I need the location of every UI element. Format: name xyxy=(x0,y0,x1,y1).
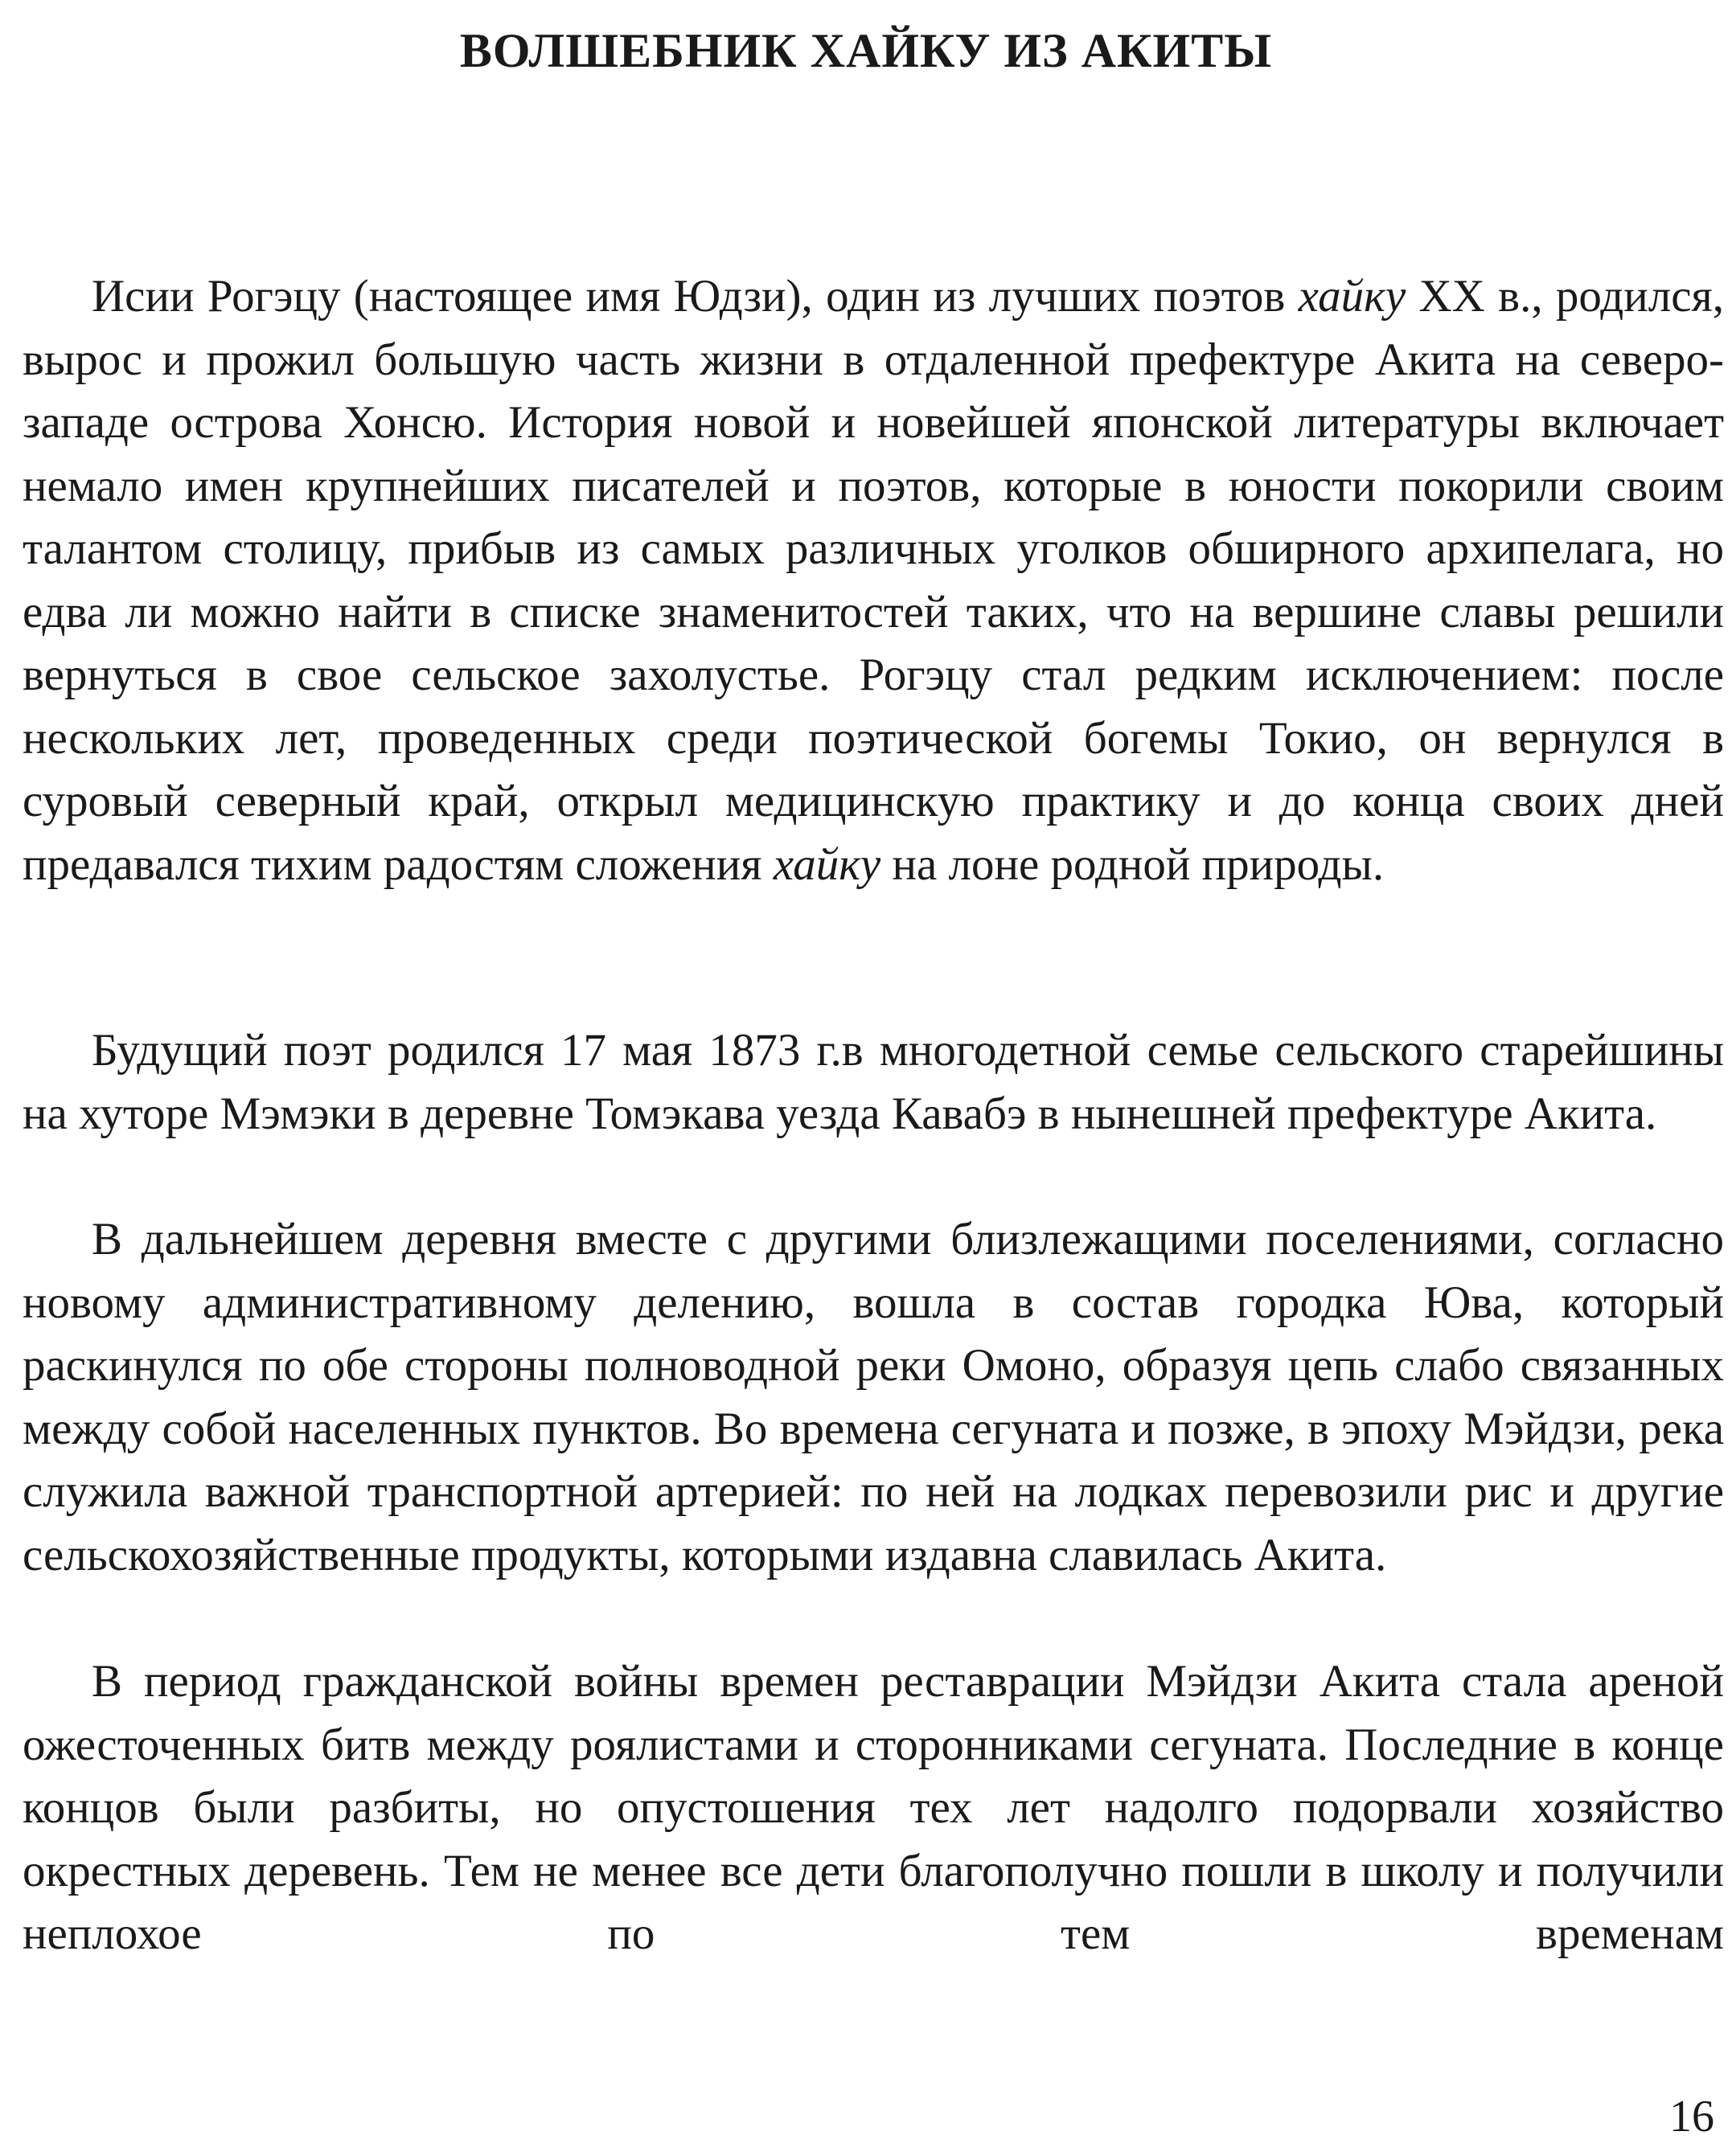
page-number: 16 xyxy=(1669,2092,1714,2142)
paragraph-intro-text-c: XX в., родился, вырос и прожил большую часть жизни в отдаленной префектуре Акита на северо-западе острова Хонсю. История новой и новейшей японской литературы включает немало имен крупнейших писателей и поэтов, которые в юности покорили своим талантом столицу, прибыв из самых различных уголков обширного архипелага, но едва ли можно найти в списке знаменитостей таких, что на вершине славы решили вернуться в свое сельское захолустье. Рогэцу стал редким исключением: после нескольких лет, проведенных среди поэтической богемы Токио, он вернулся в суровый северный край, открыл медицинскую практику и до конца своих дней предавался тихим радостям сложения xyxy=(23,271,1724,890)
page-title: ВОЛШЕБНИК ХАЙКУ ИЗ АКИТЫ xyxy=(459,24,1273,77)
paragraph-intro-text-e: на лоне родной природы. xyxy=(880,838,1385,890)
paragraph-civil-war: В период гражданской войны времен реставрации Мэйдзи Акита стала ареной ожесточенных битв между роялистами и сторонниками сегуната. Последние в конце концов были разбиты, но опустошения тех лет надолго подорвали хозяйство окрестных деревень. Тем не менее все дети благополучно пошли в школу и получили неплохое по тем временам xyxy=(23,1656,1724,1959)
paragraph-birth: Будущий поэт родился 17 мая 1873 г.в многодетной семье сельского старейшины на хуторе Мэмэки в деревне Томэкава уезда Кавабэ в нынешней префектуре Акита. xyxy=(23,1025,1724,1139)
paragraph-intro-text-a: Исии Рогэцу (настоящее имя Юдзи), один из лучших поэтов xyxy=(92,271,1299,322)
paragraph-village: В дальнейшем деревня вместе с другими близлежащими поселениями, согласно новому административному делению, вошла в состав городка Юва, который раскинулся по обе стороны полноводной реки Омоно, образуя цепь слабо связанных между собой населенных пунктов. Во времена сегуната и позже, в эпоху Мэйдзи, река служила важной транспортной артерией: по ней на лодках перевозили рис и другие сельскохозяйственные продукты, которыми издавна славилась Акита. xyxy=(23,1214,1724,1580)
paragraph-intro xyxy=(23,265,1724,896)
paragraph-intro-italic-haiku-1: хайку xyxy=(1298,271,1406,322)
paragraph-intro-italic-haiku-2: хайку xyxy=(773,838,881,890)
